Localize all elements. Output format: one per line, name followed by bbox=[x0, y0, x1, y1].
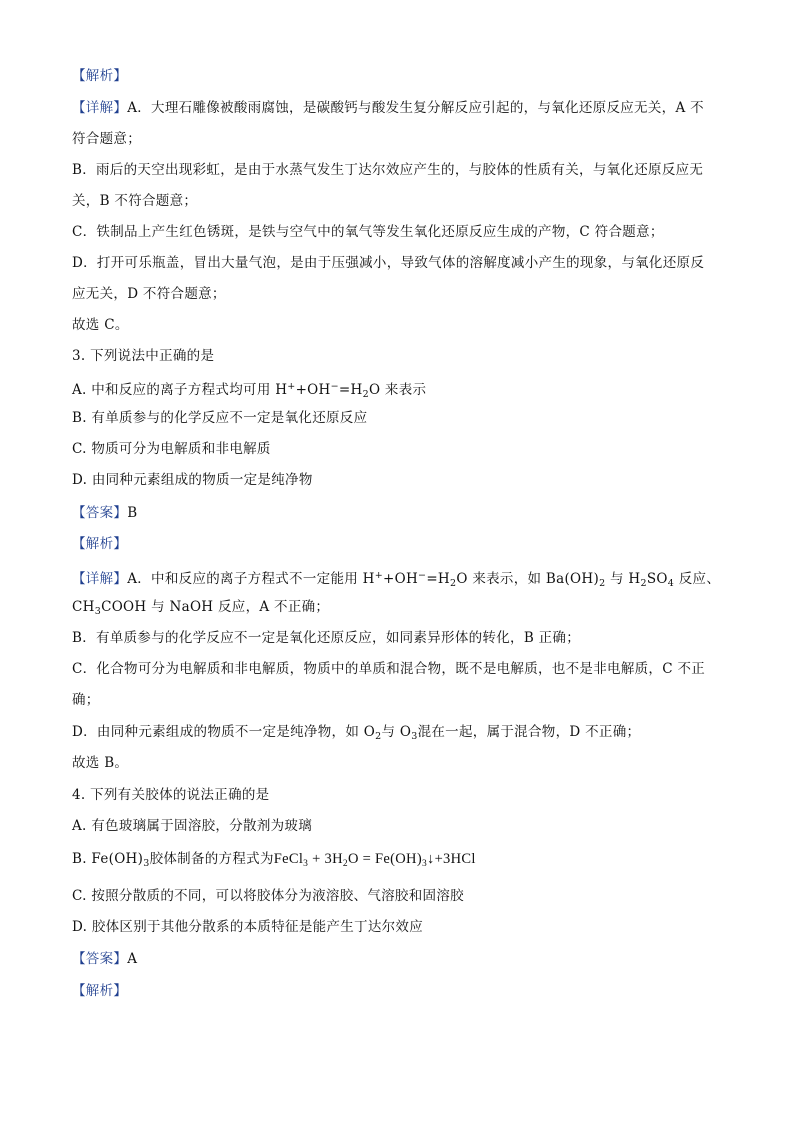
detail-label: 【详解】 bbox=[72, 100, 128, 116]
analysis-label: 【解析】 bbox=[72, 536, 128, 552]
detail-line: 确； bbox=[72, 692, 100, 708]
question-4-option-b: B. $Fe(OH)_3$胶体制备的方程式为FeCl$_3$ + $3H_2O$ = $Fe(OH)_3↓+3HCl$ bbox=[72, 851, 476, 869]
detail-line: B．有单质参与的化学反应不一定是氧化还原反应，如同素异形体的转化，B 正确； bbox=[72, 630, 581, 646]
answer-label: 【答案】 bbox=[72, 951, 128, 967]
detail-line: 应无关，D 不符合题意； bbox=[72, 286, 226, 302]
detail-line: D．由同种元素组成的物质不一定是纯净物，如 $O_2$与 $O_3$混在一起，属于混合物，D 不正确； bbox=[72, 724, 641, 742]
conclusion-line: 故选 C。 bbox=[72, 317, 129, 333]
detail-line: C．铁制品上产生红色锈斑，是铁与空气中的氧气等发生氧化还原反应生成的产物，C 符合题意； bbox=[72, 224, 664, 240]
answer-label: 【答案】 bbox=[72, 505, 128, 521]
question-3-option-b: B. 有单质参与的化学反应不一定是氧化还原反应 bbox=[72, 410, 368, 426]
detail-line: $CH_3COOH$ 与 NaOH 反应，A 不正确； bbox=[72, 599, 330, 617]
question-3-option-d: D. 由同种元素组成的物质一定是纯净物 bbox=[72, 472, 313, 488]
question-3-option-a: A. 中和反应的离子方程式均可用 $H^++OH^-=H_2O$ 来表示 bbox=[72, 381, 427, 400]
detail-line: C．化合物可分为电解质和非电解质，物质中的单质和混合物，既不是电解质，也不是非电解质，C 不正 bbox=[72, 661, 706, 677]
detail-label: 【详解】 bbox=[72, 571, 128, 587]
conclusion-line: 故选 B。 bbox=[72, 755, 129, 771]
analysis-label: 【解析】 bbox=[72, 68, 128, 84]
question-4-stem: 4. 下列有关胶体的说法正确的是 bbox=[72, 787, 270, 803]
question-3-stem: 3. 下列说法中正确的是 bbox=[72, 348, 215, 364]
question-3-answer: 【答案】B bbox=[72, 505, 138, 521]
analysis-label: 【解析】 bbox=[72, 983, 128, 999]
detail-line: B．雨后的天空出现彩虹，是由于水蒸气发生丁达尔效应产生的，与胶体的性质有关，与氧化还原反应无 bbox=[72, 162, 704, 178]
question-4-option-a: A. 有色玻璃属于固溶胶，分散剂为玻璃 bbox=[72, 818, 313, 834]
question-3-option-c: C. 物质可分为电解质和非电解质 bbox=[72, 441, 271, 457]
question-4-option-d: D. 胶体区别于其他分散系的本质特征是能产生丁达尔效应 bbox=[72, 919, 424, 935]
question-4-option-c: C. 按照分散质的不同，可以将胶体分为液溶胶、气溶胶和固溶胶 bbox=[72, 888, 464, 904]
detail-line: 关，B 不符合题意； bbox=[72, 193, 198, 209]
detail-line: D．打开可乐瓶盖，冒出大量气泡，是由于压强减小，导致气体的溶解度减小产生的现象，与氧化还原反 bbox=[72, 255, 705, 271]
detail-line: 符合题意； bbox=[72, 131, 141, 147]
detail-line: 【详解】A．大理石雕像被酸雨腐蚀，是碳酸钙与酸发生复分解反应引起的，与氧化还原反应无关，A 不 bbox=[72, 100, 704, 116]
detail-line: 【详解】A．中和反应的离子方程式不一定能用 $H^++OH^-=H_2O$ 来表示，如 $Ba(OH)_2$ 与 $H_2SO_4$ 反应、 bbox=[72, 570, 721, 589]
question-4-answer: 【答案】A bbox=[72, 951, 138, 967]
equation: FeCl$_3$ + $3H_2O$ = $Fe(OH)_3↓+3HCl$ bbox=[273, 851, 476, 869]
